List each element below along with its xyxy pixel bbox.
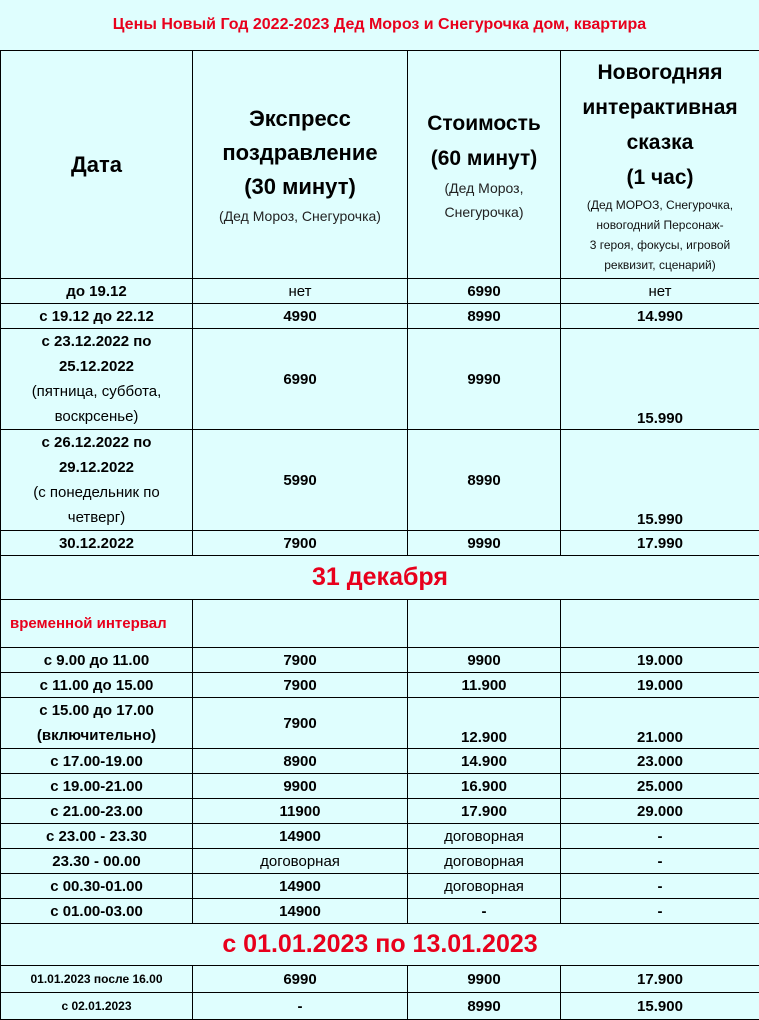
table-row xyxy=(1,279,759,304)
row-cost: 11.900 xyxy=(408,673,561,698)
interval-row xyxy=(1,600,759,648)
row-express: 7900 xyxy=(193,673,408,698)
header-express xyxy=(193,51,408,279)
row-date-line: 25.12.2022 xyxy=(1,354,192,379)
table-row xyxy=(1,698,759,749)
row-express: 8900 xyxy=(193,749,408,774)
page-title: Цены Новый Год 2022-2023 Дед Мороз и Снегурочка дом, квартира xyxy=(0,0,759,50)
row-tale: нет xyxy=(561,279,759,304)
row-tale: - xyxy=(561,849,759,874)
row-tale: - xyxy=(561,874,759,899)
row-date: 01.01.2023 после 16.00 xyxy=(1,966,193,993)
row-date: до 19.12 xyxy=(1,279,193,304)
row-cost: 8990 xyxy=(408,993,561,1020)
row-express: - xyxy=(193,993,408,1020)
row-tale: 17.900 xyxy=(561,966,759,993)
row-cost: 8990 xyxy=(408,304,561,329)
price-table xyxy=(0,50,759,1020)
header-cost-line: Стоимость xyxy=(408,106,560,141)
header-express-line: (30 минут) xyxy=(193,170,407,204)
row-tale: 17.990 xyxy=(561,531,759,556)
table-row xyxy=(1,899,759,924)
header-tale-sub: 3 героя, фокусы, игровой xyxy=(561,235,759,255)
header-express-line: поздравление xyxy=(193,136,407,170)
row-date-line: (пятница, суббота, xyxy=(1,379,192,404)
row-tale: 15.990 xyxy=(561,329,759,430)
row-date: с 01.00-03.00 xyxy=(1,899,193,924)
header-cost-line: (60 минут) xyxy=(408,141,560,176)
table-row xyxy=(1,874,759,899)
row-date-line: четверг) xyxy=(1,505,192,530)
row-date xyxy=(1,430,193,531)
row-tale: 14.990 xyxy=(561,304,759,329)
row-date: с 02.01.2023 xyxy=(1,993,193,1020)
row-cost: договорная xyxy=(408,849,561,874)
table-header-row xyxy=(1,51,759,279)
row-date xyxy=(1,698,193,749)
row-cost: 6990 xyxy=(408,279,561,304)
row-date-line: с 15.00 до 17.00 xyxy=(1,698,192,723)
row-express: договорная xyxy=(193,849,408,874)
header-date: Дата xyxy=(1,51,193,279)
row-date-line: с 26.12.2022 по xyxy=(1,430,192,455)
row-tale: - xyxy=(561,899,759,924)
row-express: 11900 xyxy=(193,799,408,824)
table-row xyxy=(1,531,759,556)
table-row xyxy=(1,304,759,329)
header-express-line: Экспресс xyxy=(193,102,407,136)
row-express: 6990 xyxy=(193,966,408,993)
header-tale-line: (1 час) xyxy=(561,160,759,195)
row-tale: - xyxy=(561,824,759,849)
row-date: с 17.00-19.00 xyxy=(1,749,193,774)
header-express-sub: (Дед Мороз, Снегурочка) xyxy=(193,204,407,228)
header-tale-sub: новогодний Персонаж- xyxy=(561,215,759,235)
row-tale: 29.000 xyxy=(561,799,759,824)
header-cost-sub: Снегурочка) xyxy=(408,200,560,224)
row-express: 6990 xyxy=(193,329,408,430)
row-cost: 12.900 xyxy=(408,698,561,749)
row-date: с 21.00-23.00 xyxy=(1,799,193,824)
row-cost: 9990 xyxy=(408,531,561,556)
table-row xyxy=(1,799,759,824)
row-cost: 9990 xyxy=(408,329,561,430)
row-express: 9900 xyxy=(193,774,408,799)
table-row xyxy=(1,430,759,531)
row-cost: 14.900 xyxy=(408,749,561,774)
section-title-dec31: 31 декабря xyxy=(1,556,759,600)
section-title-jan: с 01.01.2023 по 13.01.2023 xyxy=(1,924,759,966)
row-cost: договорная xyxy=(408,824,561,849)
table-row xyxy=(1,648,759,673)
table-row xyxy=(1,774,759,799)
table-row xyxy=(1,993,759,1020)
row-date: с 11.00 до 15.00 xyxy=(1,673,193,698)
row-tale: 19.000 xyxy=(561,673,759,698)
row-express: нет xyxy=(193,279,408,304)
row-date-line: 29.12.2022 xyxy=(1,455,192,480)
interval-label: временной интервал xyxy=(1,600,193,648)
header-tale-sub: реквизит, сценарий) xyxy=(561,255,759,275)
row-express: 14900 xyxy=(193,824,408,849)
header-tale xyxy=(561,51,759,279)
table-row xyxy=(1,824,759,849)
header-cost xyxy=(408,51,561,279)
row-tale: 21.000 xyxy=(561,698,759,749)
row-express: 14900 xyxy=(193,874,408,899)
header-tale-line: Новогодняя xyxy=(561,55,759,90)
row-cost: 17.900 xyxy=(408,799,561,824)
row-tale: 15.900 xyxy=(561,993,759,1020)
table-row xyxy=(1,849,759,874)
row-date-line: с 23.12.2022 по xyxy=(1,329,192,354)
row-tale: 19.000 xyxy=(561,648,759,673)
row-date: с 00.30-01.00 xyxy=(1,874,193,899)
header-tale-line: интерактивная xyxy=(561,90,759,125)
row-tale: 23.000 xyxy=(561,749,759,774)
row-date xyxy=(1,329,193,430)
empty-cell xyxy=(193,600,408,648)
row-tale: 25.000 xyxy=(561,774,759,799)
row-date: 30.12.2022 xyxy=(1,531,193,556)
row-date: с 9.00 до 11.00 xyxy=(1,648,193,673)
row-cost: - xyxy=(408,899,561,924)
row-date: 23.30 - 00.00 xyxy=(1,849,193,874)
row-express: 4990 xyxy=(193,304,408,329)
row-express: 7900 xyxy=(193,531,408,556)
section-row xyxy=(1,924,759,966)
row-express: 14900 xyxy=(193,899,408,924)
table-row xyxy=(1,673,759,698)
empty-cell xyxy=(561,600,759,648)
row-date-line: (с понедельник по xyxy=(1,480,192,505)
row-date-line: воскрсенье) xyxy=(1,404,192,429)
row-date: с 19.12 до 22.12 xyxy=(1,304,193,329)
row-cost: договорная xyxy=(408,874,561,899)
table-row xyxy=(1,966,759,993)
table-row xyxy=(1,749,759,774)
empty-cell xyxy=(408,600,561,648)
section-row xyxy=(1,556,759,600)
row-cost: 9900 xyxy=(408,648,561,673)
row-tale: 15.990 xyxy=(561,430,759,531)
row-cost: 8990 xyxy=(408,430,561,531)
header-cost-sub: (Дед Мороз, xyxy=(408,176,560,200)
header-tale-sub: (Дед МОРОЗ, Снегурочка, xyxy=(561,195,759,215)
row-date: с 23.00 - 23.30 xyxy=(1,824,193,849)
row-date-line: (включительно) xyxy=(1,723,192,748)
header-tale-line: сказка xyxy=(561,125,759,160)
row-cost: 9900 xyxy=(408,966,561,993)
row-express: 5990 xyxy=(193,430,408,531)
row-express: 7900 xyxy=(193,648,408,673)
row-date: с 19.00-21.00 xyxy=(1,774,193,799)
row-express: 7900 xyxy=(193,698,408,749)
row-cost: 16.900 xyxy=(408,774,561,799)
table-row xyxy=(1,329,759,430)
